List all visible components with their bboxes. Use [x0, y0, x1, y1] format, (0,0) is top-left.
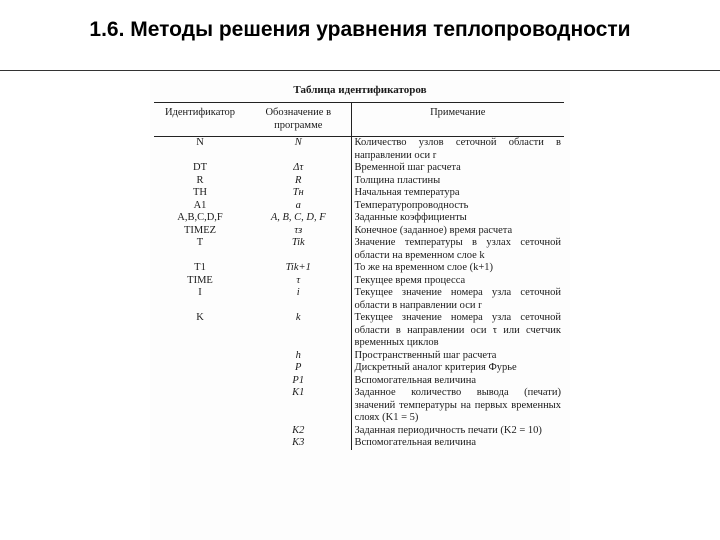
row-identifier: TIME: [187, 274, 213, 286]
header-note: Примечание: [351, 103, 564, 137]
row-identifier: I: [198, 287, 202, 298]
row-note: Значение температуры в узлах сеточной области на временном слое k: [351, 237, 564, 262]
row-symbol: Tik+1: [285, 262, 311, 273]
table-caption: Таблица идентификаторов: [293, 84, 427, 96]
row-symbol: K1: [292, 387, 305, 398]
table-row: [154, 287, 564, 312]
row-note: Заданная периодичность печати (K2 = 10): [351, 425, 564, 438]
row-identifier: [154, 425, 246, 438]
row-identifier: N: [196, 137, 204, 148]
table-body: [154, 137, 564, 450]
row-identifier: T1: [194, 262, 206, 273]
row-identifier: TH: [193, 187, 207, 198]
table-row: [154, 187, 564, 200]
row-note: Количество узлов сеточной области в направлении оси r: [351, 137, 564, 163]
row-identifier: K: [196, 312, 204, 323]
row-note: Текущее время процесса: [351, 275, 564, 288]
row-identifier: DT: [193, 162, 207, 173]
table-row: [154, 175, 564, 188]
row-identifier: A,B,C,D,F: [177, 212, 223, 223]
row-identifier: [154, 387, 246, 425]
row-note: Пространственный шаг расчета: [351, 350, 564, 363]
row-identifier: T: [196, 237, 204, 248]
row-note: Заданное количество вывода (печати) значений температуры на первых временных слоях (K1 = 5): [351, 387, 564, 425]
header-identifier: Идентификатор: [154, 103, 246, 137]
table-row: [154, 200, 564, 213]
row-note: Вспомогательная величина: [351, 437, 564, 450]
row-note: Начальная температура: [351, 187, 564, 200]
table-row: [154, 437, 564, 450]
row-symbol: a: [295, 199, 301, 211]
row-symbol: Δτ: [293, 162, 304, 173]
row-note: Текущее значение номера узла сеточной области в направлении оси r: [351, 287, 564, 312]
row-identifier: [154, 350, 246, 363]
row-note: Заданные коэффициенты: [351, 212, 564, 225]
row-symbol: Tн: [292, 187, 304, 198]
table-row: [154, 237, 564, 262]
table-row: [154, 312, 564, 350]
table-row: [154, 137, 564, 163]
row-symbol: R: [295, 174, 302, 186]
scanned-table-image: [150, 80, 570, 540]
table-row: [154, 387, 564, 425]
row-identifier: [154, 362, 246, 375]
table-row: [154, 362, 564, 375]
table-row: [154, 425, 564, 438]
row-symbol: A, B, C, D, F: [270, 212, 326, 223]
row-identifier: TIMEZ: [183, 224, 217, 236]
row-identifier: [154, 375, 246, 388]
row-symbol: N: [294, 137, 302, 148]
table-row: [154, 275, 564, 288]
table-row: [154, 375, 564, 388]
row-identifier: [154, 437, 246, 450]
table-header-row: [154, 103, 564, 137]
table-row: [154, 212, 564, 225]
row-symbol: Tik: [291, 237, 305, 248]
row-note: Вспомогательная величина: [351, 375, 564, 388]
table-row: [154, 225, 564, 238]
row-symbol: K3: [292, 437, 305, 448]
header-symbol: Обозначение в программе: [246, 103, 351, 137]
row-note: Временной шаг расчета: [351, 162, 564, 175]
row-symbol: K2: [292, 424, 305, 436]
row-symbol: τз: [294, 224, 303, 236]
row-symbol: k: [295, 312, 301, 323]
row-symbol: i: [296, 287, 300, 298]
row-note: То же на временном слое (k+1): [351, 262, 564, 275]
row-symbol: P1: [292, 374, 305, 386]
row-note: Текущее значение номера узла сеточной области в направлении оси τ или счетчик временных циклов: [351, 312, 564, 350]
row-symbol: P: [295, 362, 302, 373]
row-symbol: τ: [296, 274, 301, 286]
table-row: [154, 262, 564, 275]
row-note: Температуропроводность: [351, 200, 564, 213]
row-identifier: R: [196, 174, 204, 186]
table-row: [154, 162, 564, 175]
row-symbol: h: [295, 349, 301, 361]
slide-title: 1.6. Методы решения уравнения теплопроводности: [89, 18, 631, 41]
row-note: Конечное (заданное) время расчета: [351, 225, 564, 238]
row-note: Дискретный аналог критерия Фурье: [351, 362, 564, 375]
row-identifier: A1: [193, 199, 207, 211]
table-row: [154, 350, 564, 363]
title-divider: [0, 70, 720, 71]
row-note: Толщина пластины: [351, 175, 564, 188]
identifier-table: [154, 102, 564, 450]
